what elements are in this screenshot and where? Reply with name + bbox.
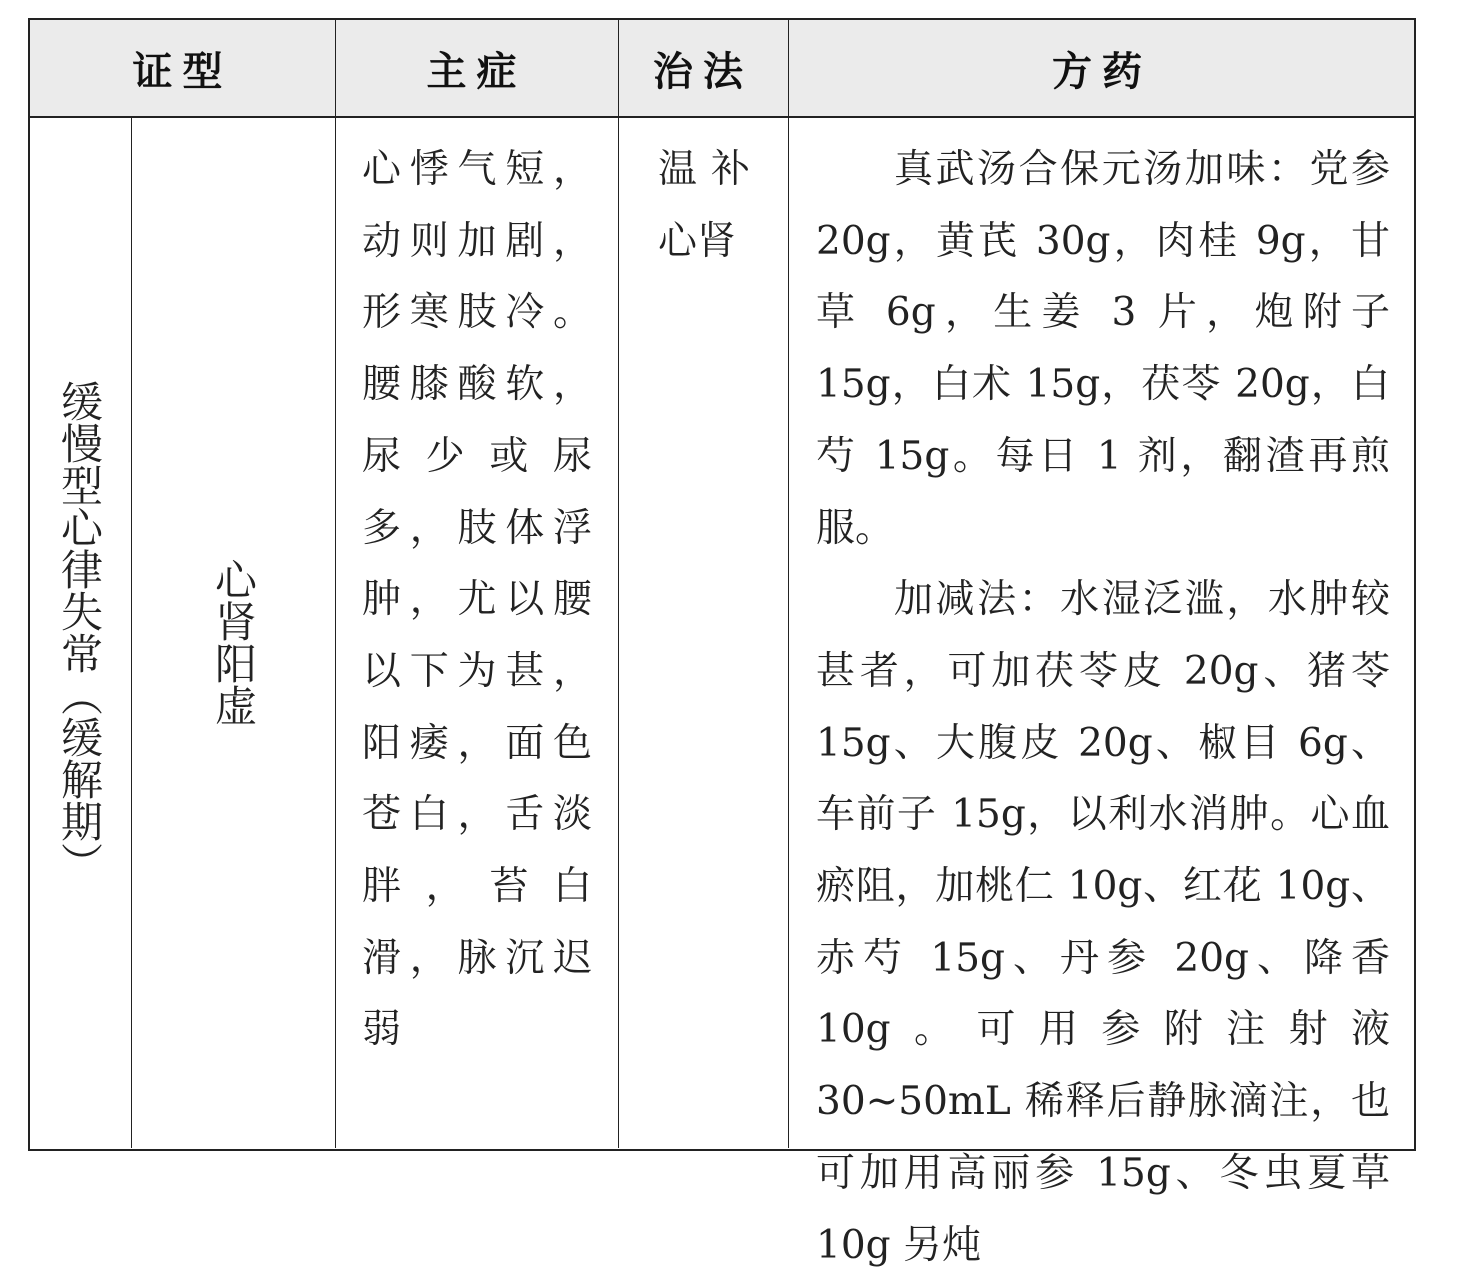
prescription-main: 真武汤合保元汤加味：党参 20g，黄芪 30g，肉桂 9g，甘草 6g，生姜 3 片，炮附子 15g，白术 15g，茯苓 20g，白芍 15g。每日 1 剂，翻渣再煎服。: [816, 147, 1390, 551]
header-pattern: 证型: [132, 48, 233, 95]
column-divider: [788, 20, 789, 1148]
column-divider: [335, 20, 336, 1148]
column-divider: [618, 20, 619, 1148]
main-symptoms: [362, 134, 592, 1066]
prescription-modification: 加减法：水湿泛滥，水肿较甚者，可加茯苓皮 20g、猪苓 15g、大腹皮 20g、椒目 6g、车前子 15g，以利水消肿。心血瘀阻，加桃仁 10g、红花 10g、赤芍 15g、丹参 20g、降香 10g。可用参附注射液 30~50mL 稀释后静脉滴注，也可加用高丽参 15g、冬虫夏草 10g 另炖: [816, 577, 1390, 1268]
disease-category: 缓慢型心律失常（缓解期）: [55, 380, 104, 884]
header-treatment: 治法: [653, 48, 753, 95]
table-header: [30, 20, 1414, 118]
treatment-method: [658, 134, 750, 277]
treatment-text: 温补心肾: [658, 147, 750, 264]
prescription: [816, 134, 1390, 1281]
syndrome-table: [28, 18, 1416, 1268]
header-symptoms: 主症: [426, 48, 527, 95]
header-prescription: 方药: [1052, 48, 1152, 95]
symptoms-text: 心悸气短，动则加剧，形寒肢冷。腰膝酸软，尿少或尿多，肢体浮肿，尤以腰以下为甚，阳痿，面色苍白，舌淡胖，苔白滑，脉沉迟弱: [362, 147, 592, 1053]
pattern-name: 心肾阳虚: [209, 558, 258, 726]
column-divider: [131, 118, 132, 1148]
